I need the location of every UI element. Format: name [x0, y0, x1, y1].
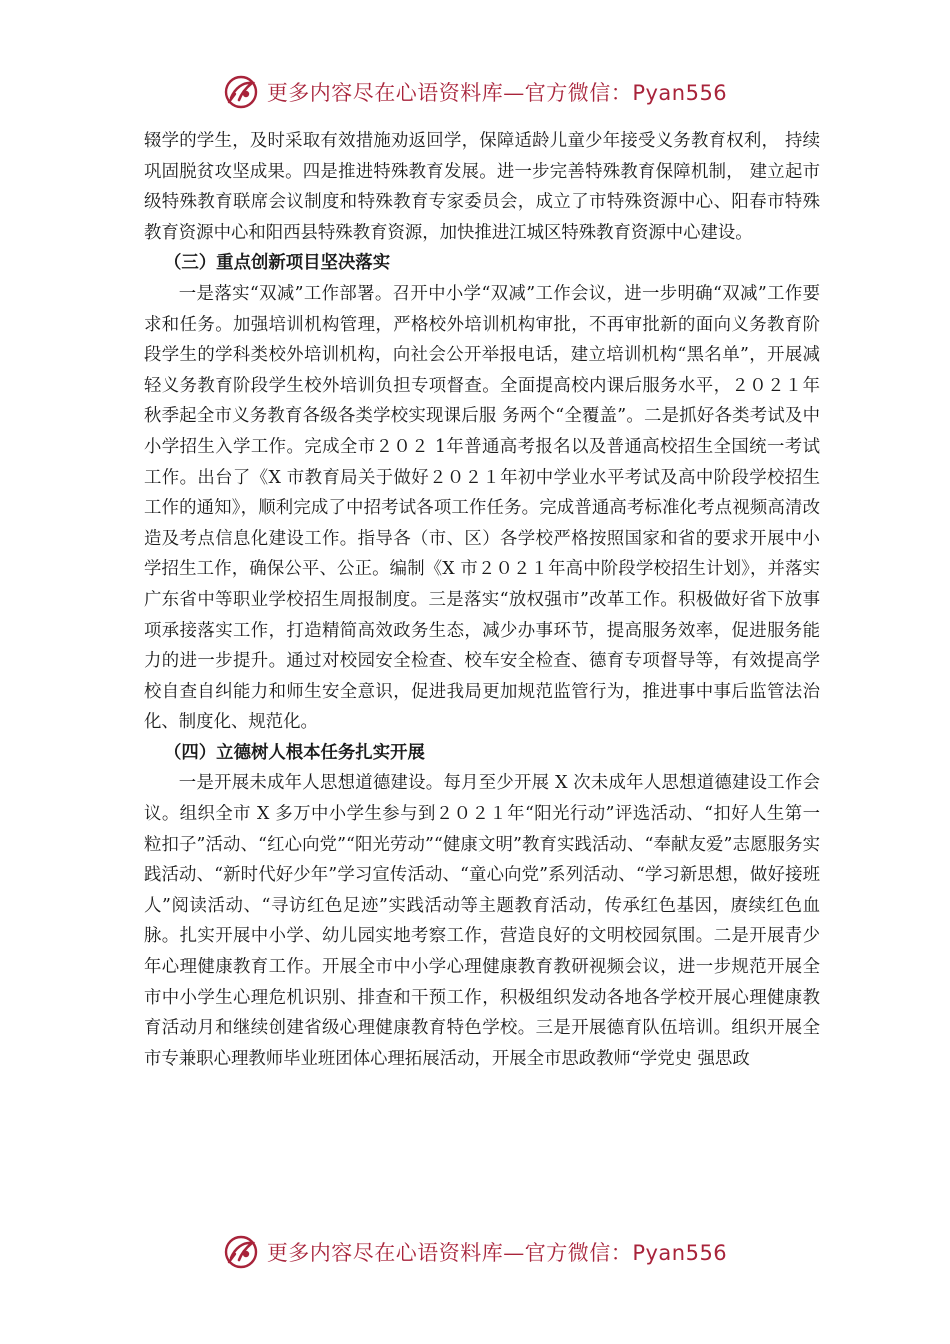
section-heading-3: （三）重点创新项目坚决落实 [164, 253, 391, 274]
header-wechat-id: Pyan556 [632, 81, 728, 105]
paragraph-section-4: 一是开展未成年人思想道德建设。每月至少开展 X 次未成年人思想道德建设工作会议。组织全市 X 多万中小学生参与到２０２１年“阳光行动”评选活动、“扣好人生第一粒扣子”活动、“红心向党”“阳光劳动”“健康文明”教育实践活动、“奉献友爱”志愿服务实践活动、“新时代好少年”学习宣传活动、“童心向党”系列活动、“学习新思想，做好接班人”阅读活动、“寻访红色足迹”实践活动等主题教育活动，传承红色基因，赓续红色血脉。扎实开展中小学、幼儿园实地考察工作，营造良好的文明校园氛围。二是开展青少年心理健康教育工作。开展全市中小学心理健康教育教研视频会议，进一步规范开展全市中小学生心理危机识别、排查和干预工作，积极组织发动各地各学校开展心理健康教育活动月和继续创建省级心理健康教育特色学校。三是开展德育队伍培训。组织开展全市专兼职心理教师毕业班团体心理拓展活动，开展全市思政教师“学党史 强思政 [144, 773, 820, 1069]
header-banner-text: 更多内容尽在心语资料库—官方微信：Pyan556 [266, 81, 728, 105]
library-logo-icon [223, 1234, 259, 1270]
section-heading-4: （四）立德树人根本任务扎实开展 [164, 742, 425, 763]
header-watermark-banner [0, 72, 950, 112]
footer-wechat-id: Pyan556 [632, 1241, 728, 1265]
library-logo-icon [223, 74, 259, 110]
footer-watermark-banner [0, 1232, 950, 1272]
footer-banner-text: 更多内容尽在心语资料库—官方微信：Pyan556 [266, 1241, 728, 1265]
paragraph-section-3: 一是落实“双减”工作部署。召开中小学“双减”工作会议，进一步明确“双减”工作要求和任务。加强培训机构管理，严格校外培训机构审批，不再审批新的面向义务教育阶段学生的学科类校外培训机构，向社会公开举报电话，建立培训机构“黑名单”，开展减轻义务教育阶段学生校外培训负担专项督查。全面提高校内课后服务水平，２０２１年秋季起全市义务教育各级各类学校实现课后服 务两个“全覆盖”。二是抓好各类考试及中小学招生入学工作。完成全市２０２ 1年普通高考报名以及普通高校招生全国统一考试工作。出台了《X 市教育局关于做好２０２１年初中学业水平考试及高中阶段学校招生工作的通知》，顺利完成了中招考试各项工作任务。完成普通高考标准化考点视频高清改造及考点信息化建设工作。指导各（市、区）各学校严格按照国家和省的要求开展中小学招生工作，确保公平、公正。编制《X 市２０２１年高中阶段学校招生计划》，并落实广东省中等职业学校招生周报制度。三是落实“放权强市”改革工作。积极做好省下放事项承接落实工作，打造精简高效政务生态，减少办事环节，提高服务效率，促进服务能力的进一步提升。通过对校园安全检查、校车安全检查、德育专项督导等，有效提高学校自查自纠能力和师生安全意识，促进我局更加规范监管行为，推进事中事后监管法治化、制度化、规范化。 [144, 283, 820, 733]
document-body [144, 126, 820, 1074]
paragraph-intro: 辍学的学生，及时采取有效措施劝返回学，保障适龄儿童少年接受义务教育权利， 持续巩固脱贫攻坚成果。四是推进特殊教育发展。进一步完善特殊教育保障机制， 建立起市级特殊教育联席会议制度和特殊教育专家委员会，成立了市特殊资源中心、阳春市特殊教育资源中心和阳西县特殊教育资源，加快推进江城区特殊教育资源中心建设。 [144, 131, 820, 243]
